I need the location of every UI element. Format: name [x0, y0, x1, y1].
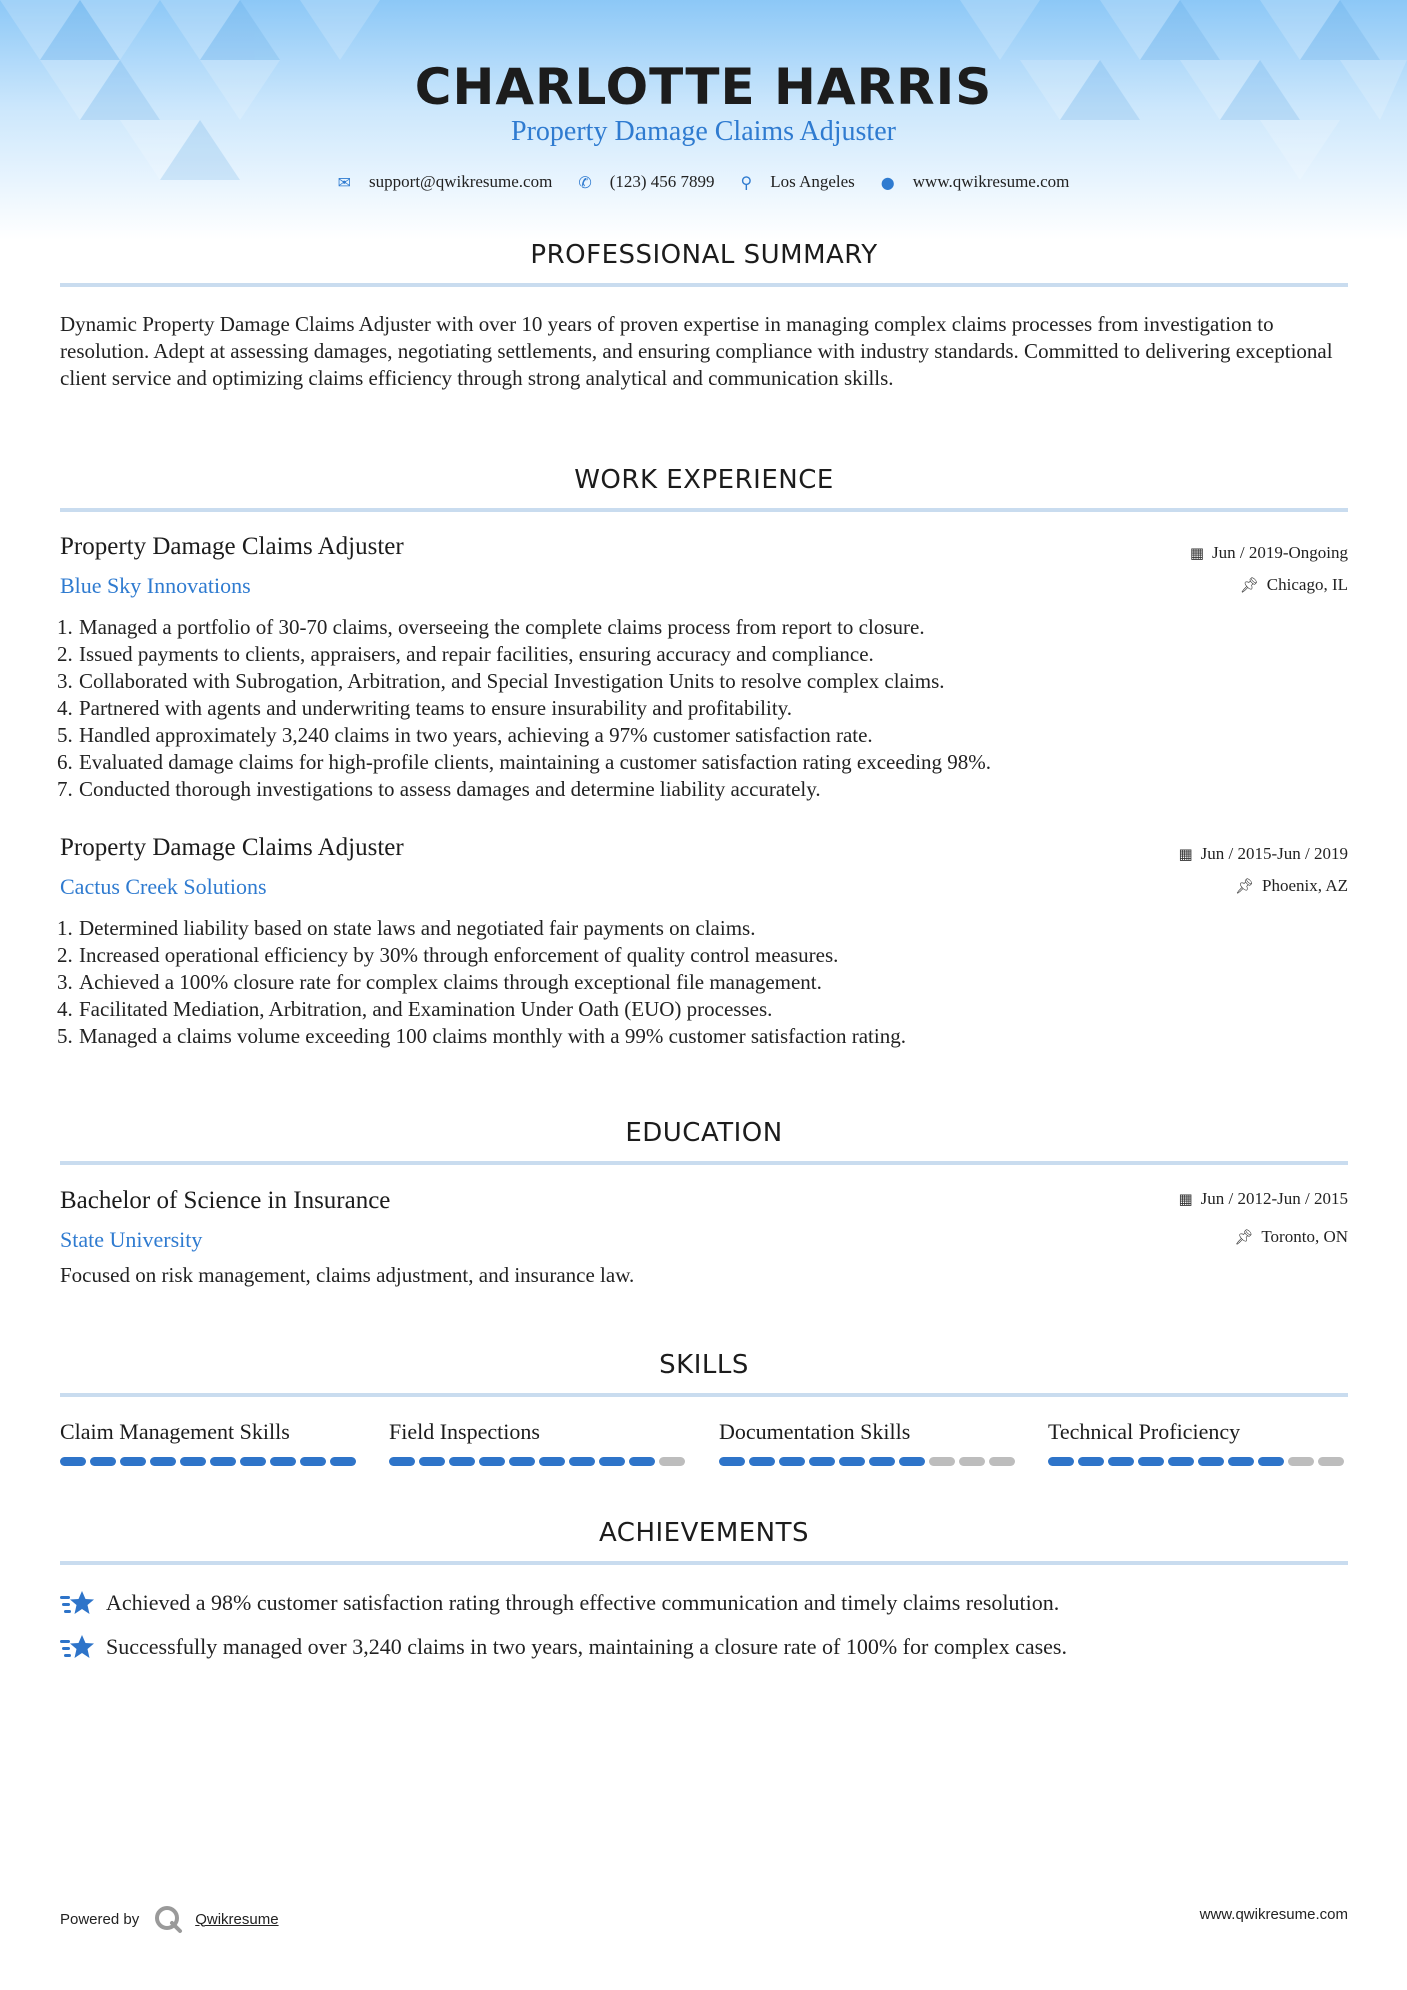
skill-segment-empty: [959, 1457, 985, 1466]
skill-segment-filled: [1048, 1457, 1074, 1466]
list-item: 4. Partnered with agents and underwriting teams to ensure insurability and profitability.: [78, 695, 1368, 722]
list-item: 4. Facilitated Mediation, Arbitration, and Examination Under Oath (EUO) processes.: [78, 996, 1368, 1023]
job-1-duties: [60, 614, 1368, 803]
skill-claim-management: [60, 1419, 360, 1466]
achievement-text: Achieved a 98% customer satisfaction rating through effective communication and timely claims resolution.: [106, 1590, 1060, 1615]
calendar-icon: ▦: [1178, 1190, 1193, 1208]
contact-website[interactable]: [881, 172, 1070, 192]
education-school: State University: [60, 1227, 203, 1252]
footer-site-link[interactable]: www.qwikresume.com: [1199, 1906, 1348, 1923]
skill-segment-filled: [839, 1457, 865, 1466]
pin-icon: 📌︎: [1239, 576, 1259, 594]
list-item: 6. Evaluated damage claims for high-profile clients, maintaining a customer satisfaction rating exceeding 98%.: [78, 749, 1368, 776]
calendar-icon: ▦: [1178, 845, 1193, 863]
skill-segment-filled: [330, 1457, 356, 1466]
skill-segment-filled: [869, 1457, 895, 1466]
skill-segment-filled: [569, 1457, 595, 1466]
skill-label: Claim Management Skills: [60, 1419, 290, 1444]
list-item: 1. Managed a portfolio of 30-70 claims, overseeing the complete claims process from report to closure.: [78, 614, 1368, 641]
skill-segment-filled: [449, 1457, 475, 1466]
powered-by: [60, 1904, 279, 1934]
achievements-divider: [60, 1561, 1348, 1565]
contact-row: [0, 172, 1407, 192]
education-location-text: Toronto, ON: [1261, 1227, 1348, 1246]
experience-heading: WORK EXPERIENCE: [574, 465, 834, 495]
skills-heading: SKILLS: [659, 1350, 749, 1380]
summary-heading: PROFESSIONAL SUMMARY: [530, 240, 878, 270]
experience-divider: [60, 508, 1348, 512]
skill-segment-filled: [90, 1457, 116, 1466]
skill-segment-filled: [809, 1457, 835, 1466]
skill-segment-filled: [150, 1457, 176, 1466]
skill-segment-filled: [1258, 1457, 1284, 1466]
shooting-star-icon: [60, 1632, 94, 1662]
list-item: 2. Increased operational efficiency by 30% through enforcement of quality control measures.: [78, 942, 1368, 969]
skill-segment-empty: [1288, 1457, 1314, 1466]
calendar-icon: ▦: [1189, 544, 1204, 562]
achievement-item: [60, 1588, 1059, 1618]
skill-segment-filled: [1078, 1457, 1104, 1466]
education-dates-text: Jun / 2012-Jun / 2015: [1200, 1189, 1348, 1208]
job-1-dates-text: Jun / 2019-Ongoing: [1212, 543, 1348, 562]
skill-segment-empty: [659, 1457, 685, 1466]
job-2-dates: [1178, 844, 1348, 864]
education-description: Focused on risk management, claims adjustment, and insurance law.: [60, 1263, 635, 1287]
skill-segment-filled: [539, 1457, 565, 1466]
skill-segment-filled: [629, 1457, 655, 1466]
job-2-company: Cactus Creek Solutions: [60, 874, 267, 899]
list-item: 3. Achieved a 100% closure rate for complex claims through exceptional file management.: [78, 969, 1368, 996]
list-item: 1. Determined liability based on state laws and negotiated fair payments on claims.: [78, 915, 1368, 942]
skill-segment-filled: [120, 1457, 146, 1466]
skills-divider: [60, 1393, 1348, 1397]
list-item: 5. Handled approximately 3,240 claims in two years, achieving a 97% customer satisfaction rate.: [78, 722, 1368, 749]
job-2-dates-text: Jun / 2015-Jun / 2019: [1200, 844, 1348, 863]
skill-label: Documentation Skills: [719, 1419, 911, 1444]
summary-divider: [60, 283, 1348, 287]
pin-icon: 📌︎: [1235, 877, 1255, 895]
job-2-location: [1235, 876, 1348, 896]
skill-segment-filled: [749, 1457, 775, 1466]
skill-segment-filled: [1168, 1457, 1194, 1466]
skill-segment-filled: [599, 1457, 625, 1466]
skill-segment-filled: [1108, 1457, 1134, 1466]
summary-text: Dynamic Property Damage Claims Adjuster with over 10 years of proven expertise in managing complex claims processes from investigation to resolution. Adept at assessing damages, negotiating settlements, and ensuring compliance with industry standards. Committed to delivering exceptional client service and optimizing claims efficiency through strong analytical and communication skills.: [60, 312, 1333, 390]
skill-segment-empty: [929, 1457, 955, 1466]
shooting-star-icon: [60, 1588, 94, 1618]
achievement-item: [60, 1632, 1067, 1662]
candidate-name: CHARLOTTE HARRIS: [414, 58, 993, 116]
candidate-title: Property Damage Claims Adjuster: [511, 116, 896, 147]
list-item: 7. Conducted thorough investigations to assess damages and determine liability accurately.: [78, 776, 1368, 803]
skill-field-inspections: [389, 1419, 689, 1466]
skill-level-bar: [389, 1457, 689, 1466]
contact-location-text: Los Angeles: [770, 172, 855, 191]
job-1-dates: [1190, 543, 1348, 563]
skill-segment-filled: [240, 1457, 266, 1466]
skill-segment-empty: [1318, 1457, 1344, 1466]
powered-by-label: Powered by: [60, 1910, 140, 1928]
skill-segment-filled: [719, 1457, 745, 1466]
education-location: [1234, 1227, 1348, 1247]
skill-level-bar: [60, 1457, 360, 1466]
contact-email-text: support@qwikresume.com: [369, 172, 553, 191]
skill-segment-filled: [180, 1457, 206, 1466]
contact-website-text: www.qwikresume.com: [912, 172, 1070, 191]
skill-level-bar: [1048, 1457, 1348, 1466]
skill-segment-filled: [779, 1457, 805, 1466]
skill-segment-filled: [509, 1457, 535, 1466]
globe-icon: ●: [880, 172, 895, 192]
skill-technical-proficiency: [1048, 1419, 1348, 1466]
job-1-location-text: Chicago, IL: [1266, 575, 1348, 594]
job-1-title: Property Damage Claims Adjuster: [60, 533, 404, 560]
header-banner: [0, 0, 1407, 240]
qwikresume-logo-icon: [153, 1904, 183, 1934]
education-dates: [1178, 1189, 1348, 1209]
skill-segment-filled: [210, 1457, 236, 1466]
skill-segment-filled: [1228, 1457, 1254, 1466]
education-degree: Bachelor of Science in Insurance: [60, 1187, 391, 1214]
contact-location: [741, 172, 855, 192]
map-marker-icon: ⚲: [740, 172, 753, 192]
job-2-title: Property Damage Claims Adjuster: [60, 834, 404, 861]
skill-segment-filled: [270, 1457, 296, 1466]
education-heading: EDUCATION: [625, 1118, 783, 1148]
skill-level-bar: [719, 1457, 1019, 1466]
skill-segment-empty: [989, 1457, 1015, 1466]
skill-segment-filled: [389, 1457, 415, 1466]
job-2-location-text: Phoenix, AZ: [1262, 876, 1348, 895]
education-divider: [60, 1161, 1348, 1165]
contact-email[interactable]: [338, 172, 553, 192]
skill-segment-filled: [479, 1457, 505, 1466]
list-item: 3. Collaborated with Subrogation, Arbitration, and Special Investigation Units to resolve complex claims.: [78, 668, 1368, 695]
list-item: 5. Managed a claims volume exceeding 100 claims monthly with a 99% customer satisfaction rating.: [78, 1023, 1368, 1050]
contact-phone-text: (123) 456 7899: [609, 172, 715, 191]
envelope-icon: ✉: [337, 172, 352, 192]
job-1-company: Blue Sky Innovations: [60, 573, 251, 598]
skill-label: Field Inspections: [389, 1419, 540, 1444]
qwikresume-link[interactable]: Qwikresume: [195, 1910, 279, 1928]
skill-documentation: [719, 1419, 1019, 1466]
skill-label: Technical Proficiency: [1048, 1419, 1241, 1444]
achievement-text: Successfully managed over 3,240 claims in two years, maintaining a closure rate of 100% for complex cases.: [106, 1634, 1067, 1659]
skill-segment-filled: [1198, 1457, 1224, 1466]
phone-icon: ✆: [578, 172, 592, 192]
skill-segment-filled: [899, 1457, 925, 1466]
job-2-duties: [60, 915, 1368, 1050]
job-1-location: [1240, 575, 1348, 595]
contact-phone[interactable]: [578, 172, 714, 192]
skill-segment-filled: [60, 1457, 86, 1466]
achievements-heading: ACHIEVEMENTS: [598, 1518, 810, 1548]
skill-segment-filled: [419, 1457, 445, 1466]
pin-icon: 📌︎: [1234, 1228, 1254, 1246]
skill-segment-filled: [1138, 1457, 1164, 1466]
skill-segment-filled: [300, 1457, 326, 1466]
list-item: 2. Issued payments to clients, appraisers, and repair facilities, ensuring accuracy and compliance.: [78, 641, 1368, 668]
